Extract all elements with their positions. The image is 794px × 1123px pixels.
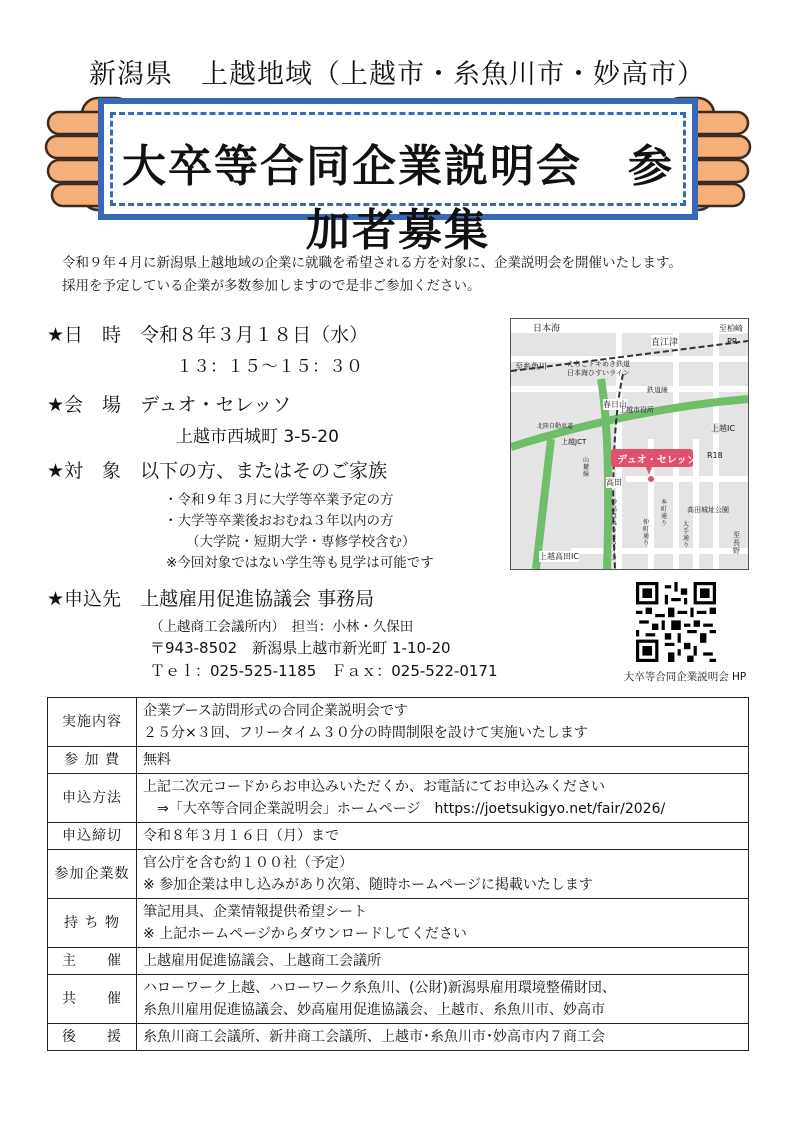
target-note: ※今回対象ではない学生等も見学は可能です [166, 555, 434, 571]
table-row-content [137, 1024, 749, 1051]
map-label: 仲町通り [643, 519, 650, 547]
datetime-row [47, 320, 368, 347]
contact-value: 上越雇用促進協議会 事務局 [140, 588, 375, 610]
map-label: 直江津 [651, 335, 678, 348]
table-row-content [137, 948, 749, 975]
datetime-value: 令和８年３月１８日（水） [140, 324, 369, 346]
map-label: 至糸魚川 [515, 362, 547, 371]
region-heading: 新潟県 上越地域（上越市・糸魚川市・妙高市） [89, 59, 705, 90]
map-label: 日本海ひすいライン [567, 369, 630, 377]
time-value: １３：１５〜１５：３０ [176, 357, 363, 377]
table-cell-line: 企業ブース訪問形式の合同企業説明会です [143, 703, 408, 719]
venue-label: ★会 場 [47, 394, 122, 416]
table-row [48, 899, 749, 948]
venue-map [510, 318, 749, 570]
table-row [48, 850, 749, 899]
table-row-header: 主 催 [48, 948, 137, 975]
map-label: 大手通り [683, 521, 690, 549]
table-cell-line: 糸魚川雇用促進協議会、妙高雇用促進協議会、上越市、糸魚川市、妙高市 [143, 1002, 605, 1018]
table-row-header: 参加企業数 [48, 850, 137, 899]
contact-phone-fax: Ｔｅｌ：025-525-1185 Ｆａｘ：025-522-0171 [150, 662, 498, 680]
table-row [48, 975, 749, 1024]
table-row [48, 747, 749, 774]
table-cell-line: 糸魚川商工会議所、新井商工会議所、上越市･糸魚川市･妙高市内７商工会 [143, 1029, 605, 1045]
map-label: 高田城址公園 [687, 506, 729, 514]
map-label: 春日山 [603, 400, 627, 409]
target-item: ・令和９年３月に大学等卒業予定の方 [164, 492, 394, 508]
map-label: 高田 [606, 478, 622, 487]
table-row [48, 1024, 749, 1051]
map-label: PR [727, 337, 738, 346]
map-label: 上越JCT [561, 438, 587, 446]
intro-line-1: 令和９年４月に新潟県上越地域の企業に就職を希望される方を対象に、企業説明会を開催いたします。 [62, 255, 682, 271]
map-label: 北陸自動車道 [537, 423, 574, 430]
map-label: 山麓線 [583, 457, 590, 478]
table-row-content [137, 698, 749, 747]
map-label: 至長野 [733, 531, 740, 555]
table-cell-line: ⇒「大卒等合同企業説明会」ホームページ https://joetsukigyo.net/fair/2026/ [143, 801, 666, 817]
map-label: 至柏崎 [719, 324, 743, 333]
qr-caption: 大卒等合同企業説明会 HP [623, 671, 747, 683]
map-label: 日本海 [533, 324, 561, 334]
table-row-header: 参 加 費 [48, 747, 137, 774]
target-item: （大学院・短期大学・専修学校含む） [186, 534, 416, 550]
table-cell-line: ※ 上記ホームページからダウンロードしてください [143, 926, 467, 942]
intro-text [62, 252, 762, 298]
contact-address: 〒943-8502 新潟県上越市新光町 1-10-20 [150, 639, 451, 657]
table-cell-line: ハローワーク上越、ハローワーク糸魚川、(公財)新潟県雇用環境整備財団、 [143, 980, 616, 996]
table-row-header: 申込方法 [48, 774, 137, 823]
map-label: 上越高田IC [539, 552, 579, 561]
page-title: 大卒等合同企業説明会 参加者募集 [122, 141, 674, 256]
table-row-content [137, 899, 749, 948]
table-cell-line: 令和８年３月１６日（月）まで [143, 828, 339, 844]
table-row-header: 実施内容 [48, 698, 137, 747]
qr-code[interactable] [636, 582, 716, 662]
title-banner [98, 98, 698, 256]
table-row-content [137, 747, 749, 774]
map-label: 鉄道線 [647, 386, 668, 394]
map-label: 上越市役所 [619, 406, 654, 414]
table-cell-line: ２５分×３回、フリータイム３０分の時間制限を設けて実施いたします [143, 725, 588, 741]
table-row-content [137, 774, 749, 823]
info-table [47, 697, 749, 1051]
target-item: ・大学等卒業後おおむね３年以内の方 [164, 513, 394, 529]
table-cell-line: 官公庁を含む約１００社（予定） [143, 855, 353, 871]
table-cell-line: 筆記用具、企業情報提供希望シート [143, 904, 367, 920]
table-cell-line: ※ 参加企業は申し込みがあり次第、随時ホームページに掲載いたします [143, 877, 593, 893]
map-label: 本町通り [661, 499, 668, 527]
table-row-content [137, 975, 749, 1024]
map-label: えちごトキめき鉄道 [567, 360, 630, 368]
venue-row [47, 390, 291, 417]
contact-label: ★申込先 [47, 588, 122, 610]
table-row-content [137, 823, 749, 850]
table-row-content [137, 850, 749, 899]
table-cell-line: 上記二次元コードからお申込みいただくか、お電話にてお申込みください [143, 779, 605, 795]
map-label: 妙高はねうまライン [611, 499, 618, 562]
table-row [48, 948, 749, 975]
intro-line-2: 採用を予定している企業が多数参加しますので是非ご参加ください。 [62, 278, 481, 294]
target-value: 以下の方、またはそのご家族 [140, 460, 388, 482]
venue-value: デュオ・セレッソ [140, 394, 292, 416]
venue-address: 上越市西城町 3-5-20 [176, 427, 339, 447]
target-row [47, 456, 387, 483]
table-row-header: 後 援 [48, 1024, 137, 1051]
table-row [48, 823, 749, 850]
table-cell-line: 無料 [143, 752, 171, 768]
map-venue-label: デュオ・セレッソ [617, 455, 697, 466]
contact-row [47, 584, 374, 611]
table-row [48, 774, 749, 823]
table-row-header: 持 ち 物 [48, 899, 137, 948]
target-label: ★対 象 [47, 460, 122, 482]
contact-line: （上越商工会議所内） 担当：小林・久保田 [150, 619, 414, 635]
map-label: 上越IC [711, 424, 735, 433]
datetime-label: ★日 時 [47, 324, 122, 346]
map-label: R18 [707, 451, 723, 460]
table-cell-line: 上越雇用促進協議会、上越商工会議所 [143, 953, 381, 969]
table-row-header: 申込締切 [48, 823, 137, 850]
table-row-header: 共 催 [48, 975, 137, 1024]
table-row [48, 698, 749, 747]
